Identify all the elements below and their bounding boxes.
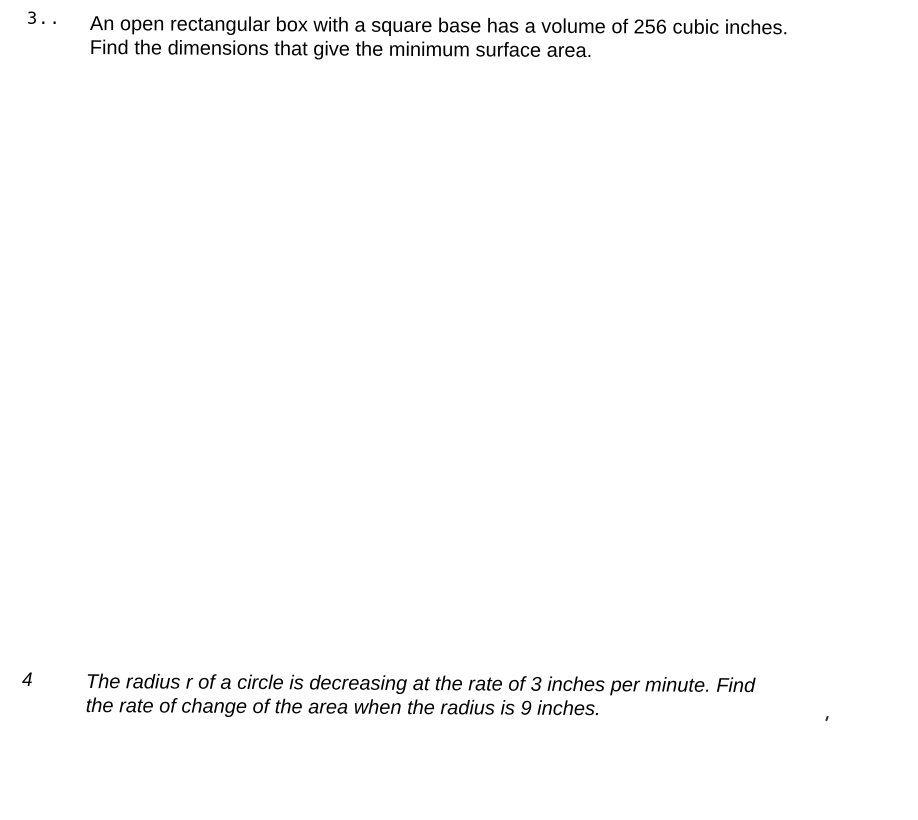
problem-number: 3..	[27, 9, 61, 29]
problem-statement	[90, 12, 788, 64]
scan-speck	[825, 716, 829, 721]
problem-line: An open rectangular box with a square base has a volume of 256 cubic inches.	[89, 12, 789, 40]
problem-line: The radius r of a circle is decreasing at the rate of 3 inches per minute. Find	[85, 671, 756, 698]
problem-line: Find the dimensions that give the minimum surface area.	[89, 36, 593, 63]
problem-line: the rate of change of the area when the radius is 9 inches.	[85, 694, 601, 721]
problem-number: 4	[22, 670, 33, 691]
problem-statement	[86, 670, 755, 722]
